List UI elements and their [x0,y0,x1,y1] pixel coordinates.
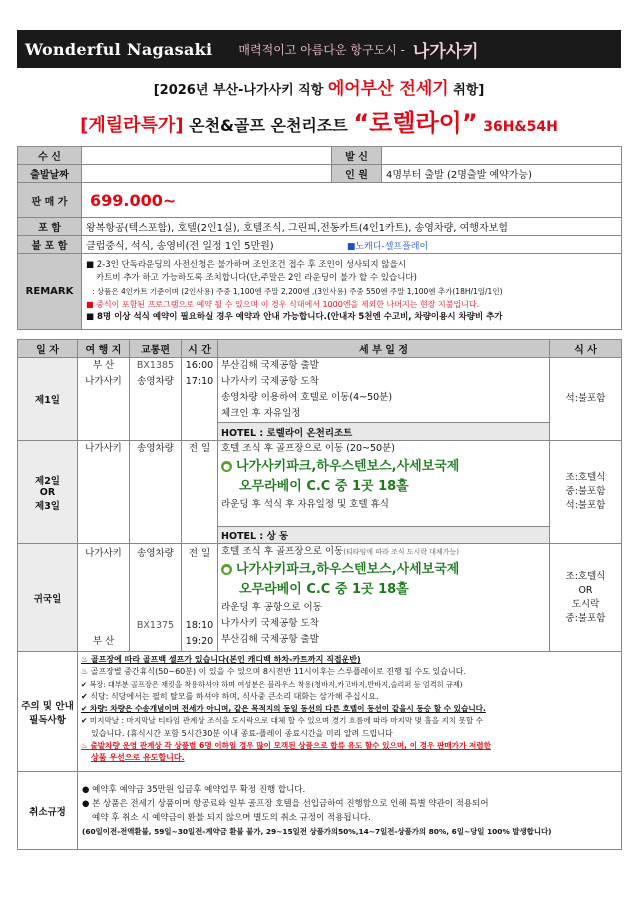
day1-place: 부 산 나가사키 [78,358,130,441]
note-item: ♨ 출발차량 운영 관계상 각 상품별 6명 이하일 경우 많이 모객된 상품으로 합류 유도 할수 있으며, 이 경우 판매가가 저렴한 [81,741,491,751]
day1-time: 16:00 17:10 [182,358,218,441]
subtitle-suffix: 취항] [453,83,485,98]
cancel-item: (60일이전-전액환불, 59일~30일전-계약금 환불 불가, 29~15일전 상품가의50%,14~7일전-상품가의 80%, 6일~당일 100% 발생합니다) [82,826,552,836]
day1-detail: 부산김해 국제공항 출발 나가사키 국제공항 도착 송영차량 이용하여 호텔로 이동(4~50분) 체크인 후 자유일정 [218,358,550,423]
cancel-label: 취소규정 [18,772,78,850]
headline-hotel: “로렐라이” [353,109,478,137]
note-item: ✔ 식당: 식당에서는 필히 탈모를 하셔야 하며, 식사중 큰소리 대화는 삼가해 주십시요. [81,691,379,701]
day2-place: 나가사키 [78,441,130,544]
header-meal: 식 사 [550,340,622,358]
cancel-row [18,772,622,850]
day3-detail: 호텔 조식 후 골프장으로 이동(티타임에 따라 조식 도시락 대체가능) ● 나가사키파크,하우스텐보스,사세보국제 오무라베이 C.C 중 1곳 18홀 라운딩 후 공항으로 이동 나가사키 국제공항 도착 부산김해 국제공항 출발 [218,544,550,652]
price-label: 판 매 가 [18,183,82,218]
cancel-content [78,772,622,850]
sender-label: 발 신 [332,147,382,165]
header-day: 일 자 [18,340,78,358]
subtitle-prefix: [2026년 부산-나가사키 직항 [153,83,324,98]
day2-row [18,441,622,527]
remark-item: ■ 중식이 포함된 프로그램으로 예약 될 수 있으며 이 경우 식대에서 1000엔을 제외한 나머지는 현장 지불입니다. [86,300,480,309]
day3-row [18,544,622,652]
day3-place: 나가사키 부 산 [78,544,130,652]
day1-label: 제1일 [18,358,78,441]
headline-sale: [게릴라특가] [80,115,184,136]
includes-row [18,218,622,236]
excludes-row [18,236,622,254]
includes-label: 포 함 [18,218,82,236]
itinerary-header [18,340,622,358]
day3-meal: 조:호텔식 OR 도시락 중:불포함 [550,544,622,652]
remark-row [18,254,622,330]
headline [17,103,621,138]
headline-duration: 36H&54H [483,119,558,135]
headline-theme: 온천&골프 온천리조트 [189,116,348,135]
day2-label: 제2일 OR 제3일 [18,441,78,544]
note-item: 있습니다. (휴식시간 포함 5시간30분 이내 종료-플레이 종료시간을 미리 알려 드립니다 [91,728,393,738]
note-item: ♨ 골프장별 중간휴식(50~60분) 이 있을 수 있으며 8시전반 11시이후는 스루플레이로 진행 될 수도 있습니다. [81,667,467,677]
day2-transport: 송영차량 [130,441,182,544]
golf-icon: ● [221,564,232,575]
sender-value [382,147,622,165]
remark-item: ■ 2-3인 단독라운딩의 사전신청은 불가하며 조인조건 접수 후 조인이 성사되지 않을시 [86,260,406,270]
persons-label: 인 원 [332,165,382,183]
remark-label: REMARK [18,254,82,330]
header-time: 시 간 [182,340,218,358]
remark-item: : 상품은 4인카트 기준이며 (2인사용) 주중 1,100엔 주말 2,200엔 ,(3인사용) 주중 550엔 주말 1,100엔 추가(18H/1일/1인) [92,287,503,296]
cancel-item: ● 본 상품은 전세기 상품이며 항공료와 일부 골프장 호텔을 선입금하여 진행함으로 인해 특별 약관이 적용되어 [82,798,489,809]
header-place: 여 행 지 [78,340,130,358]
recipient-row [18,147,622,165]
brand-title: Wonderful Nagasaki [25,39,213,59]
note-item: ♨ 골프장에 따라 골프백 셀프가 있습니다(본인 캐디백 하차-카트까지 직접운반) [81,655,361,664]
excludes-value [82,236,622,254]
golf-icon: ● [221,461,232,472]
note-item: ✔ 복장: 대부분 골프장은 재킷을 착용하셔야 하며 여성분은 블라우스 착용(청바지,카고바지,반바지,슬리퍼 등 엄격히 규제) [81,679,463,689]
day3-transport: 송영차량 BX1375 [130,544,182,652]
banner-tagline: 매력적이고 아름다운 항구도시 - [238,42,405,57]
includes-value: 왕복항공(텍스포함), 호텔(2인1실), 호텔조식, 그린피,전동카트(4인1카트), 송영차량, 여행자보험 [82,218,622,236]
note-item: ✔ 미지막날 : 마지막날 티타임 관계상 조식을 도시락으로 대체 할 수 있으며 경기 흐름에 따라 마지막 몇 홀을 지치 못할 수 [81,716,483,726]
note-item: 상품 우선으로 유도합니다. [91,753,185,763]
price-row [18,183,622,218]
excludes-label: 불 포 함 [18,236,82,254]
remark-item: ■ 8명 이상 석식 예약이 필요하실 경우 예약과 안내 가능합니다.(안내자 5천엔 수고비, 차량이용시 차량비 추가 [86,312,503,322]
day3-breakfast-note: (티타임에 따라 조식 도시락 대체가능) [343,548,460,556]
remark-content [82,254,622,330]
header-transport: 교통편 [130,340,182,358]
day3-time: 전 일 18:10 19:20 [182,544,218,652]
banner-city: 나가사키 [412,41,479,62]
day3-golf-courses: ● 나가사키파크,하우스텐보스,사세보국제 [223,562,460,577]
day3-label: 귀국일 [18,544,78,652]
departure-value [82,165,332,183]
day2-detail: 호텔 조식 후 골프장으로 이동 (20~50분) ● 나가사키파크,하우스텐보스,사세보국제 오무라베이 C.C 중 1곳 18홀 라운딩 후 석식 후 자유일정 및 호텔 휴식 [218,441,550,527]
remark-item: 카트비 추가 하고 가능하도록 조치합니다(단,주말은 2인 라운딩이 불가 할 수 있습니다) [96,273,417,283]
recipient-value [82,147,332,165]
persons-value: 4명부터 출발 (2명출발 예약가능) [382,165,622,183]
day1-meal: 석:불포함 [550,358,622,441]
day2-time: 전 일 [182,441,218,544]
no-caddie-tag: ■노캐디-셀프플레이 [346,242,429,252]
excludes-text: 클럽중식, 석식, 송영비(전 일정 1인 5만원) [86,241,274,252]
day2-meal: 조:호텔식 중:불포함 석:불포함 [550,441,622,544]
day1-row [18,358,622,423]
day2-golf-courses: ● 나가사키파크,하우스텐보스,사세보국제 [223,459,460,474]
day1-hotel: HOTEL : 로렐라이 온천리조트 [218,423,550,441]
notes-label: 주의 및 안내 필독사항 [18,652,78,772]
subtitle-airline: 에어부산 전세기 [327,79,449,99]
document-page [17,30,621,850]
cancel-item: ● 예약후 예약금 35만원 입금후 예약업무 확정 진행 합니다. [82,784,306,795]
header-detail: 세 부 일 정 [218,340,550,358]
info-table [17,146,622,330]
notes-content [78,652,622,772]
notes-row [18,652,622,772]
recipient-label: 수 신 [18,147,82,165]
day2-hotel: HOTEL : 상 동 [218,527,550,544]
cancel-item: 예약 후 취소 시 예약금이 환불 되지 않으며 별도의 취소 규정이 적용됩니다. [92,812,371,823]
departure-row [18,165,622,183]
price-value: 699.000~ [82,183,622,218]
departure-label: 출발날짜 [18,165,82,183]
day1-transport: BX1385 송영차량 [130,358,182,441]
note-item: ✔ 차량: 차량은 수송개념이며 전세가 아니며, 같은 목적지의 동일 동선의 다른 호텔이 동선이 같을시 동승 할 수 있습니다. [81,704,486,714]
title-banner [17,30,621,68]
itinerary-table [17,339,622,850]
subtitle [17,74,621,99]
